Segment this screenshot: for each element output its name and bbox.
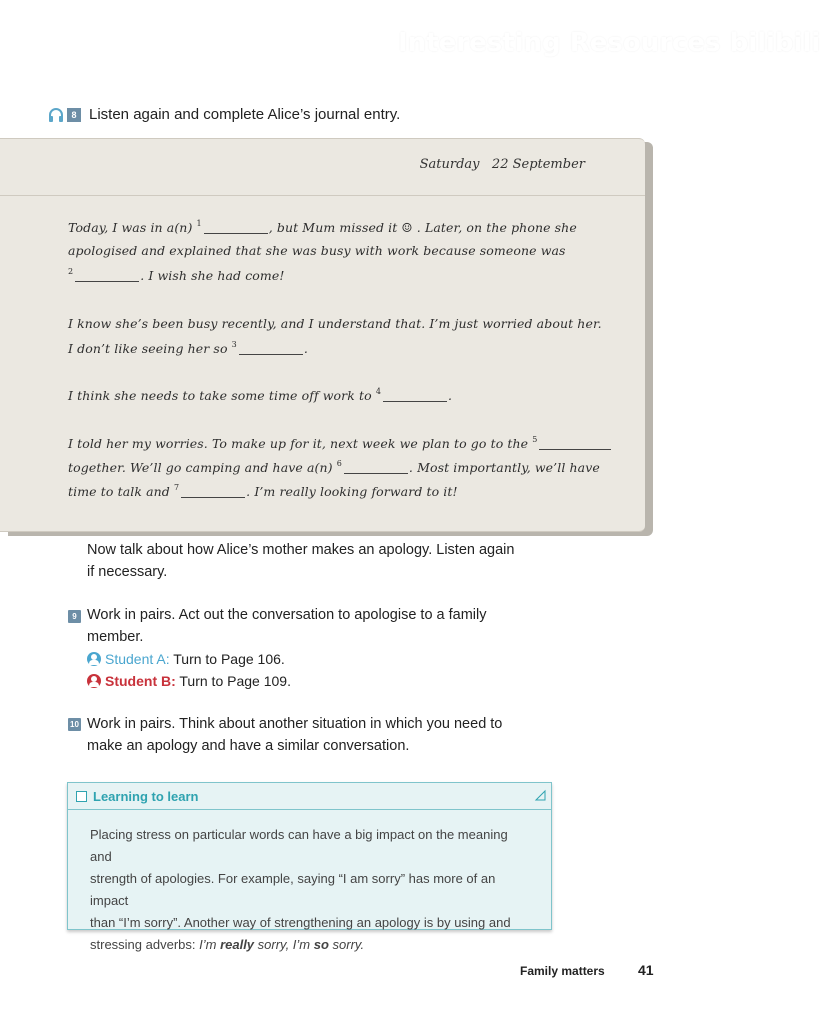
text: sorry, I’m	[254, 937, 314, 952]
student-b-row	[87, 670, 557, 692]
text: . I wish she had come!	[140, 268, 285, 283]
text: Now talk about how Alice’s mother makes an apology. Listen again	[87, 542, 515, 558]
blank-5-field[interactable]	[539, 437, 611, 450]
learning-title: Learning to learn	[93, 788, 199, 804]
journal-entry	[0, 138, 645, 532]
text: I think she needs to take some time off work to	[68, 388, 376, 403]
headphones-icon	[48, 107, 64, 123]
text: Today, I was in a(n)	[68, 220, 197, 235]
blank-number: 1	[196, 219, 202, 228]
text: if necessary.	[87, 564, 168, 580]
student-a-row	[87, 648, 557, 670]
blank-number: 6	[336, 459, 342, 468]
text	[90, 934, 531, 956]
journal-line	[68, 316, 602, 331]
text: I’m	[199, 937, 221, 952]
footer-unit-title: Family matters	[520, 964, 605, 978]
journal-line	[68, 243, 566, 258]
exercise-8-instruction: Listen again and complete Alice’s journal entry.	[89, 106, 401, 123]
text: I told her my worries. To make up for it, next week we plan to go to the	[68, 436, 533, 451]
checkbox-icon	[76, 791, 87, 802]
blank-number: 3	[231, 340, 237, 349]
text: I know she’s been busy recently, and I understand that. I’m just worried about her.	[68, 316, 602, 331]
blank-2-field[interactable]	[75, 269, 139, 282]
emphasis: really	[220, 937, 255, 952]
blank-3-field[interactable]	[239, 342, 303, 355]
text: apologised and explained that she was busy with work because someone was	[68, 243, 566, 258]
exercise-8-heading	[48, 106, 400, 123]
watermark: Interesting Resources bilibili	[398, 28, 820, 58]
emphasis: so	[313, 937, 329, 952]
student-a-label: Student A:	[105, 651, 170, 667]
blank-number: 4	[375, 387, 382, 396]
student-a-text: Turn to Page 106.	[169, 651, 285, 667]
blank-4-field[interactable]	[383, 389, 447, 402]
student-b-text: Turn to Page 109.	[175, 673, 291, 689]
student-b-label: Student B:	[105, 673, 176, 689]
text: .	[303, 341, 308, 356]
journal-line	[68, 483, 458, 499]
blank-number: 5	[532, 435, 538, 444]
text: together. We’ll go camping and have a(n)	[68, 460, 337, 475]
journal-line	[68, 267, 285, 283]
text: , but Mum missed it ☺ . Later, on the phone she	[268, 220, 577, 235]
learning-body	[68, 810, 551, 956]
text: than “I’m sorry”. Another way of strengthening an apology is by using and	[90, 915, 511, 930]
exercise-10-badge: 10	[68, 718, 81, 731]
exercise-number-badge: 8	[67, 108, 81, 122]
pencil-icon	[536, 791, 545, 800]
followup-instruction	[87, 539, 557, 583]
learning-to-learn-box	[67, 782, 552, 952]
learning-to-learn-header	[68, 783, 551, 810]
student-b-icon	[87, 674, 101, 688]
exercise-9	[87, 604, 557, 692]
page-number: 41	[638, 962, 654, 978]
blank-number: 7	[173, 483, 180, 492]
text: make an apology and have a similar conversation.	[87, 738, 410, 754]
journal-line	[68, 459, 600, 475]
text: stressing adverbs:	[90, 937, 200, 952]
exercise-10	[87, 713, 557, 757]
journal-line	[68, 340, 308, 356]
student-a-icon	[87, 652, 101, 666]
journal-line	[68, 387, 452, 403]
blank-7-field[interactable]	[181, 485, 245, 498]
blank-6-field[interactable]	[344, 461, 408, 474]
exercise-9-badge: 9	[68, 610, 81, 623]
text: Placing stress on particular words can have a big impact on the meaning and	[90, 827, 508, 864]
text: strength of apologies. For example, saying “I am sorry” has more of an impact	[90, 871, 496, 908]
text: I don’t like seeing her so	[68, 341, 232, 356]
text: .	[448, 388, 453, 403]
blank-1-field[interactable]	[204, 221, 268, 234]
blank-number: 2	[68, 267, 74, 276]
text: member.	[87, 629, 144, 645]
journal-date: Saturday 22 September	[419, 157, 585, 172]
journal-line	[68, 219, 577, 235]
text: Work in pairs. Act out the conversation to apologise to a family	[87, 607, 487, 623]
text: Work in pairs. Think about another situation in which you need to	[87, 716, 503, 732]
journal-line	[68, 435, 612, 451]
text: . Most importantly, we’ll have	[408, 460, 600, 475]
text: . I’m really looking forward to it!	[246, 484, 458, 499]
journal-divider	[0, 195, 645, 196]
text: sorry.	[328, 937, 365, 952]
text: time to talk and	[68, 484, 174, 499]
